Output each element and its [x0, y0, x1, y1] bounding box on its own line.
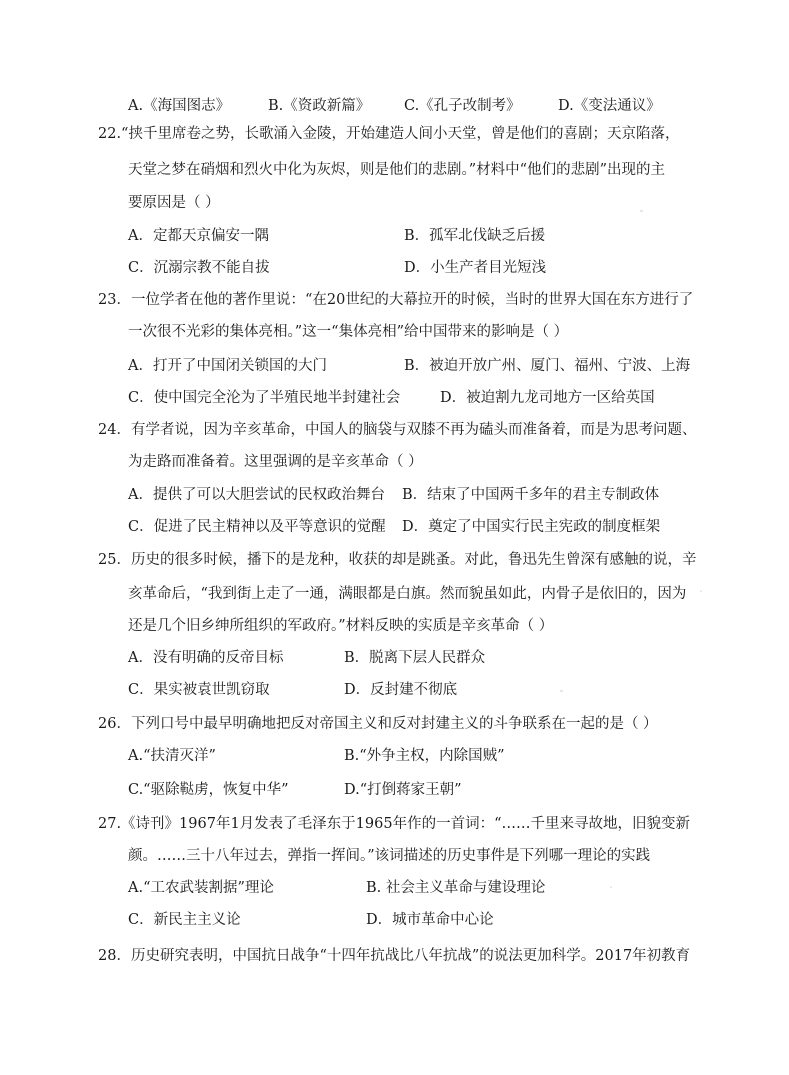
q25-option-d: D．反封建不彻底 — [344, 682, 458, 698]
scan-speck — [610, 886, 612, 888]
q21-option-a: A.《海国图志》 — [128, 98, 231, 114]
q22-option-b: B．孤军北伐缺乏后援 — [404, 228, 546, 244]
q24-option-d: D．奠定了中国实行民主宪政的制度框架 — [402, 519, 661, 535]
q27-option-d: D．城市革命中心论 — [366, 912, 494, 928]
q26-option-d: D.“打倒蒋家王朝” — [344, 782, 462, 798]
q27-option-b: B. 社会主义革命与建设理论 — [366, 880, 546, 896]
q21-option-b: B.《资政新篇》 — [268, 98, 371, 114]
q24-line-1: 24．有学者说，因为辛亥革命，中国人的脑袋与双膝不再为磕头而准备着，而是为思考问题、 — [98, 422, 697, 438]
q22-line-2: 天堂之梦在硝烟和烈火中化为灰烬，则是他们的悲剧。”材料中“他们的悲剧”出现的主 — [128, 162, 665, 178]
q25-option-b: B．脱离下层人民群众 — [344, 650, 486, 666]
q21-option-d: D.《变法通议》 — [558, 98, 661, 114]
q25-option-c: C．果实被袁世凯窃取 — [128, 682, 270, 698]
q22-line-1: 22.“挟千里席卷之势，长歌涌入金陵，开始建造人间小天堂，曾是他们的喜剧；天京陷落， — [98, 126, 680, 142]
q25-line-1: 25．历史的很多时候，播下的是龙种，收获的却是跳蚤。对此，鲁迅先生曾深有感触的说，辛 — [98, 552, 697, 568]
scan-speck — [700, 590, 702, 592]
q24-option-a: A．提供了可以大胆尝试的民权政治舞台 — [128, 487, 385, 503]
q22-line-3: 要原因是（ ） — [128, 195, 220, 211]
q24-option-c: C．促进了民主精神以及平等意识的觉醒 — [128, 519, 386, 535]
q26-option-a: A.“扶清灭洋” — [128, 748, 216, 764]
q24-option-b: B．结束了中国两千多年的君主专制政体 — [402, 487, 660, 503]
q25-line-2: 亥革命后，“我到街上走了一通，满眼都是白旗。然而貌虽如此，内骨子是依旧的，因为 — [128, 586, 687, 602]
q25-line-3: 还是几个旧乡绅所组织的军政府。”材料反映的实质是辛亥革命（ ） — [128, 618, 554, 634]
q22-option-a: A．定都天京偏安一隅 — [128, 228, 269, 244]
scan-speck — [640, 210, 643, 212]
q27-line-1: 27.《诗刊》1967年1月发表了毛泽东于1965年作的一首词：“……千里来寻故地，旧貌变新 — [98, 816, 690, 832]
q25-option-a: A．没有明确的反帝目标 — [128, 650, 284, 666]
q23-option-b: B．被迫开放广州、厦门、福州、宁波、上海 — [404, 358, 691, 374]
q26-option-c: C.“驱除鞑虏，恢复中华” — [128, 782, 289, 798]
q24-line-2: 为走路而准备着。这里强调的是辛亥革命（ ） — [128, 454, 423, 470]
q23-line-1: 23．一位学者在他的著作里说：“在20世纪的大幕拉开的时候，当时的世界大国在东方进行了 — [98, 292, 694, 308]
scan-speck — [560, 690, 563, 692]
q21-option-c: C.《孔子改制考》 — [404, 98, 521, 114]
q28-line-1: 28．历史研究表明，中国抗日战争“十四年抗战比八年抗战”的说法更加科学。2017年初教育 — [98, 948, 691, 964]
q23-line-2: 一次很不光彩的集体亮相。”这一“集体亮相”给中国带来的影响是（ ） — [128, 324, 569, 340]
q22-option-d: D．小生产者目光短浅 — [404, 260, 547, 276]
q26-option-b: B.“外争主权，内除国贼” — [344, 748, 505, 764]
q22-option-c: C．沉溺宗教不能自拔 — [128, 260, 270, 276]
q27-line-2: 颜。……三十八年过去，弹指一挥间。”该词描述的历史事件是下列哪一理论的实践 — [128, 848, 651, 864]
q23-option-a: A．打开了中国闭关锁国的大门 — [128, 358, 327, 374]
q23-option-c: C．使中国完全沦为了半殖民地半封建社会 — [128, 390, 401, 406]
q27-option-c: C．新民主主义论 — [128, 912, 241, 928]
q26-line-1: 26．下列口号中最早明确地把反对帝国主义和反对封建主义的斗争联系在一起的是（ ） — [98, 716, 658, 732]
q23-option-d: D．被迫割九龙司地方一区给英国 — [440, 390, 655, 406]
q27-option-a: A.“工农武装割据”理论 — [128, 880, 274, 896]
